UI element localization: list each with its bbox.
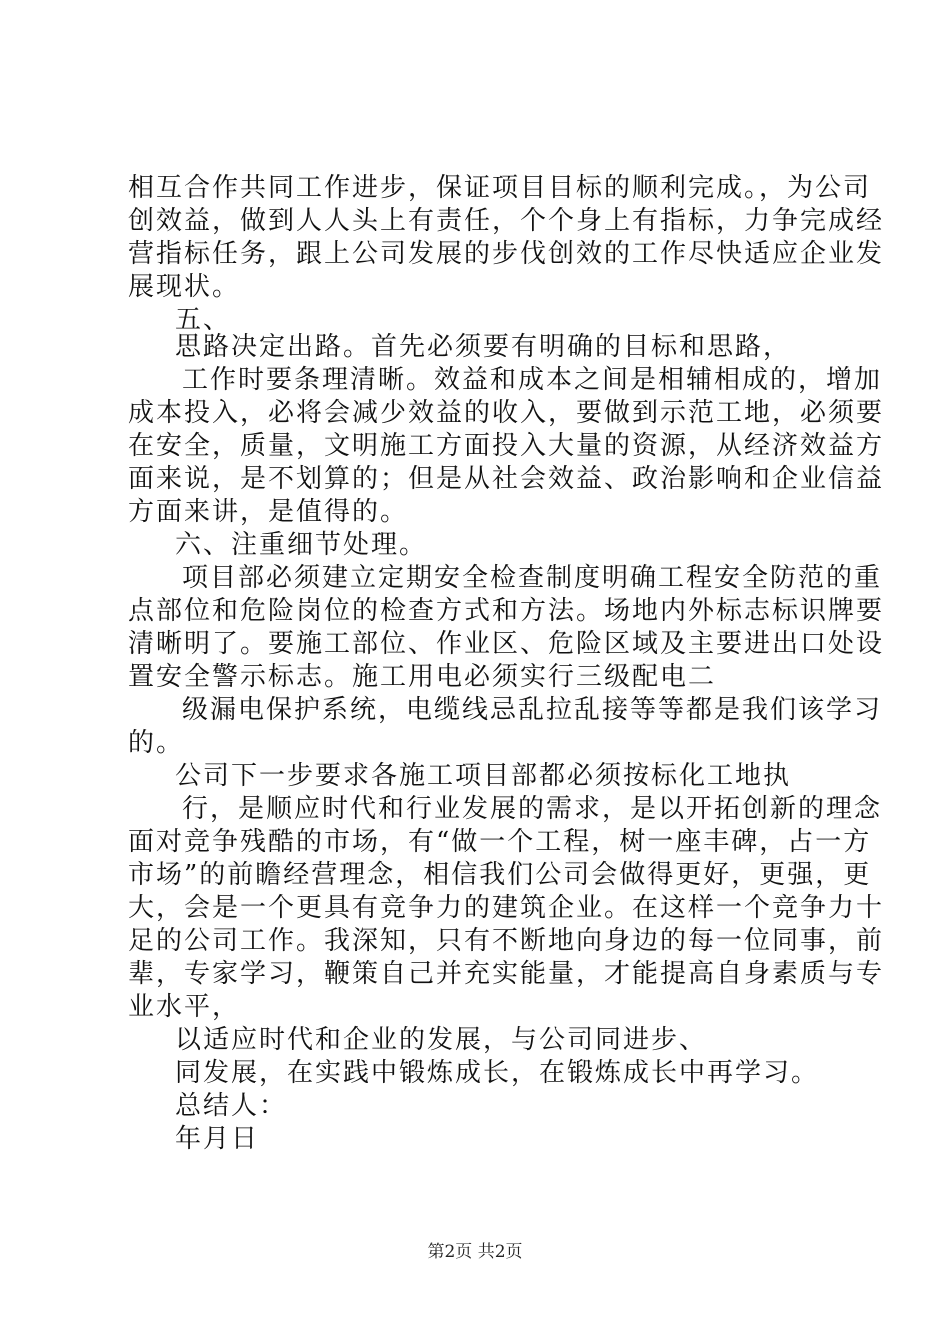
text-line: 辈，专家学习，鞭策自己并充实能量，才能提高自身素质与专 — [128, 959, 885, 989]
text-line: 相互合作共同工作进步，保证项目目标的顺利完成。，为公司 — [128, 173, 872, 203]
section-heading: 六、注重细节处理。 — [175, 530, 428, 560]
text-line: 置安全警示标志。施工用电必须实行三级配电二 — [128, 662, 717, 692]
text-line: 工作时要条理清晰。效益和成本之间是相辅相成的，增加 — [182, 365, 883, 395]
text-line: 级漏电保护系统，电缆线忌乱拉乱接等等都是我们该学习 — [182, 695, 883, 725]
text-line: 项目部必须建立定期安全检查制度明确工程安全防范的重 — [182, 563, 883, 593]
text-line: 市场”的前瞻经营理念，相信我们公司会做得更好，更强，更 — [128, 860, 872, 890]
text-line: 点部位和危险岗位的检查方式和方法。场地内外标志标识牌要 — [128, 596, 885, 626]
section-heading: 五、 — [175, 305, 232, 335]
date-label: 年月日 — [175, 1124, 260, 1154]
page-number-footer: 第2页 共2页 — [427, 1242, 523, 1262]
text-line: 面来说，是不划算的；但是从社会效益、政治影响和企业信益 — [128, 464, 885, 494]
text-line: 公司下一步要求各施工项目部都必须按标化工地执 — [175, 761, 792, 791]
text-line: 行，是顺应时代和行业发展的需求，是以开拓创新的理念 — [182, 794, 883, 824]
text-line: 同发展，在实践中锻炼成长，在锻炼成长中再学习。 — [175, 1058, 820, 1088]
text-line: 面对竞争残酷的市场，有“做一个工程，树一座丰碑，占一方 — [128, 827, 872, 857]
signature-label: 总结人： — [175, 1091, 288, 1121]
text-line: 方面来讲，是值得的。 — [128, 497, 409, 527]
text-line: 的。 — [128, 728, 185, 758]
text-line: 业水平， — [128, 992, 241, 1022]
text-line: 大，会是一个更具有竞争力的建筑企业。在这样一个竞争力十 — [128, 893, 885, 923]
text-line: 展现状。 — [128, 272, 241, 302]
text-line: 创效益，做到人人头上有责任，个个身上有指标，力争完成经 — [128, 206, 885, 236]
text-line: 清晰明了。要施工部位、作业区、危险区域及主要进出口处设 — [128, 629, 885, 659]
text-line: 营指标任务，跟上公司发展的步伐创效的工作尽快适应企业发 — [128, 239, 885, 269]
text-line: 成本投入，必将会减少效益的收入，要做到示范工地，必须要 — [128, 398, 885, 428]
text-line: 在安全，质量，文明施工方面投入大量的资源，从经济效益方 — [128, 431, 885, 461]
text-line: 足的公司工作。我深知，只有不断地向身边的每一位同事，前 — [128, 926, 885, 956]
text-line: 思路决定出路。首先必须要有明确的目标和思路， — [175, 332, 792, 362]
text-line: 以适应时代和企业的发展，与公司同进步、 — [175, 1025, 708, 1055]
